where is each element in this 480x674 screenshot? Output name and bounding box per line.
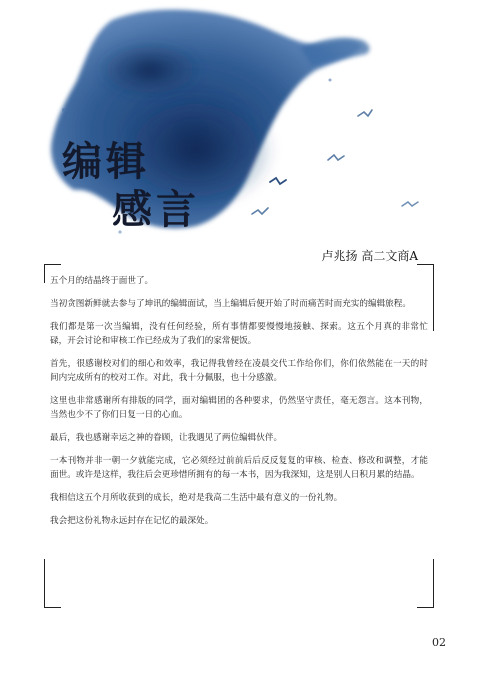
frame-corner-bottom-left (44, 559, 61, 608)
bird-icon (270, 178, 286, 184)
paragraph: 当初贪图新鲜就去参与了坤讯的编辑面试，当上编辑后便开始了时而痛苦时而充实的编辑旅程。 (50, 299, 411, 309)
paragraph: 一本刊物并非一朝一夕就能完成，它必须经过前前后后反反复复的审核、检查、修改和调整，才能面世。或许是这样，我往后会更珍惜所拥有的每一本书，因为我深知，这是别人日积月累的结晶。 (50, 456, 428, 480)
paragraph: 首先，很感谢校对们的细心和效率，我记得我曾经在凌晨交代工作给你们，你们依然能在一天的时间内完成所有的校对工作。对此，我十分佩服，也十分感激。 (50, 359, 428, 383)
paragraph: 我会把这份礼物永远封存在记忆的最深处。 (50, 516, 214, 526)
paragraph: 我们都是第一次当编辑，没有任何经验，所有事情都要慢慢地接触、探索。这五个月真的非常忙碌，开会讨论和审核工作已经成为了我们的家常便饭。 (50, 322, 428, 346)
paragraph: 我相信这五个月所收获到的成长，绝对是我高二生活中最有意义的一份礼物。 (50, 493, 343, 503)
paragraph: 五个月的结晶终于面世了。 (50, 276, 154, 286)
frame-corner-bottom-right (417, 559, 434, 608)
title-line-1: 编辑 (62, 138, 150, 185)
bird-icon (252, 208, 268, 214)
paragraph: 最后，我也感谢幸运之神的眷顾，让我遇见了两位编辑伙伴。 (50, 433, 283, 443)
bird-icon (328, 155, 344, 160)
paragraph: 这里也非常感谢所有排版的同学，面对编辑团的各种要求，仍然坚守责任，毫无怨言。这本刊物，当然也少不了你们日复一日的心血。 (50, 396, 428, 420)
bird-icon (358, 110, 372, 116)
ink-wash-illustration (0, 0, 480, 250)
author-byline: 卢兆扬 高二文商A (321, 249, 418, 263)
title-line-2: 感言 (112, 186, 200, 233)
article-body (50, 274, 428, 537)
bird-icon (402, 202, 418, 206)
page-number: 02 (432, 636, 446, 649)
